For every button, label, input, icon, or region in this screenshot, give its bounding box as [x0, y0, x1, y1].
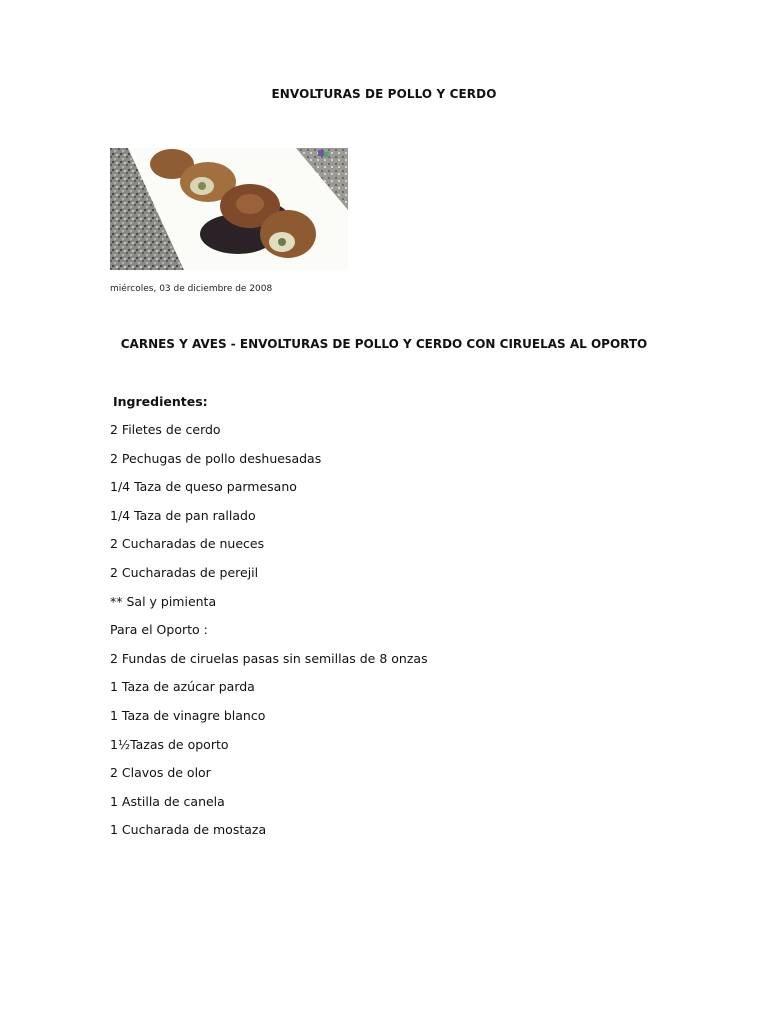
ingredient-item: 1/4 Taza de queso parmesano: [110, 479, 297, 495]
ingredient-item: 1 Astilla de canela: [110, 793, 225, 809]
ingredient-item: Para el Oporto :: [110, 622, 208, 638]
ingredient-item: 2 Pechugas de pollo deshuesadas: [110, 450, 322, 466]
ingredient-item: 1 Taza de azúcar parda: [110, 679, 255, 695]
ingredient-item: ** Sal y pimienta: [110, 593, 217, 609]
ingredient-item: 1 Taza de vinagre blanco: [110, 707, 266, 723]
ingredient-item: 1½Tazas de oporto: [110, 736, 229, 752]
ingredient-item: 2 Clavos de olor: [110, 765, 211, 781]
recipe-title: CARNES Y AVES - ENVOLTURAS DE POLLO Y CERDO CON CIRUELAS AL OPORTO: [120, 337, 648, 351]
ingredients-heading: Ingredientes:: [113, 394, 208, 409]
recipe-photo-drawing: [110, 148, 348, 270]
ingredient-item: 1 Cucharada de mostaza: [110, 822, 267, 838]
ingredient-item: 2 Cucharadas de nueces: [110, 536, 265, 552]
ingredient-item: 1/4 Taza de pan rallado: [110, 507, 256, 523]
ingredient-item: 2 Cucharadas de perejil: [110, 564, 259, 580]
ingredient-item: 2 Filetes de cerdo: [110, 422, 221, 437]
post-date: miércoles, 03 de diciembre de 2008: [110, 284, 273, 294]
ingredient-item: 2 Fundas de ciruelas pasas sin semillas de 8 onzas: [110, 650, 428, 666]
document-title: ENVOLTURAS DE POLLO Y CERDO: [271, 87, 497, 101]
ingredient-list: [110, 422, 428, 851]
recipe-photo: [110, 148, 348, 270]
